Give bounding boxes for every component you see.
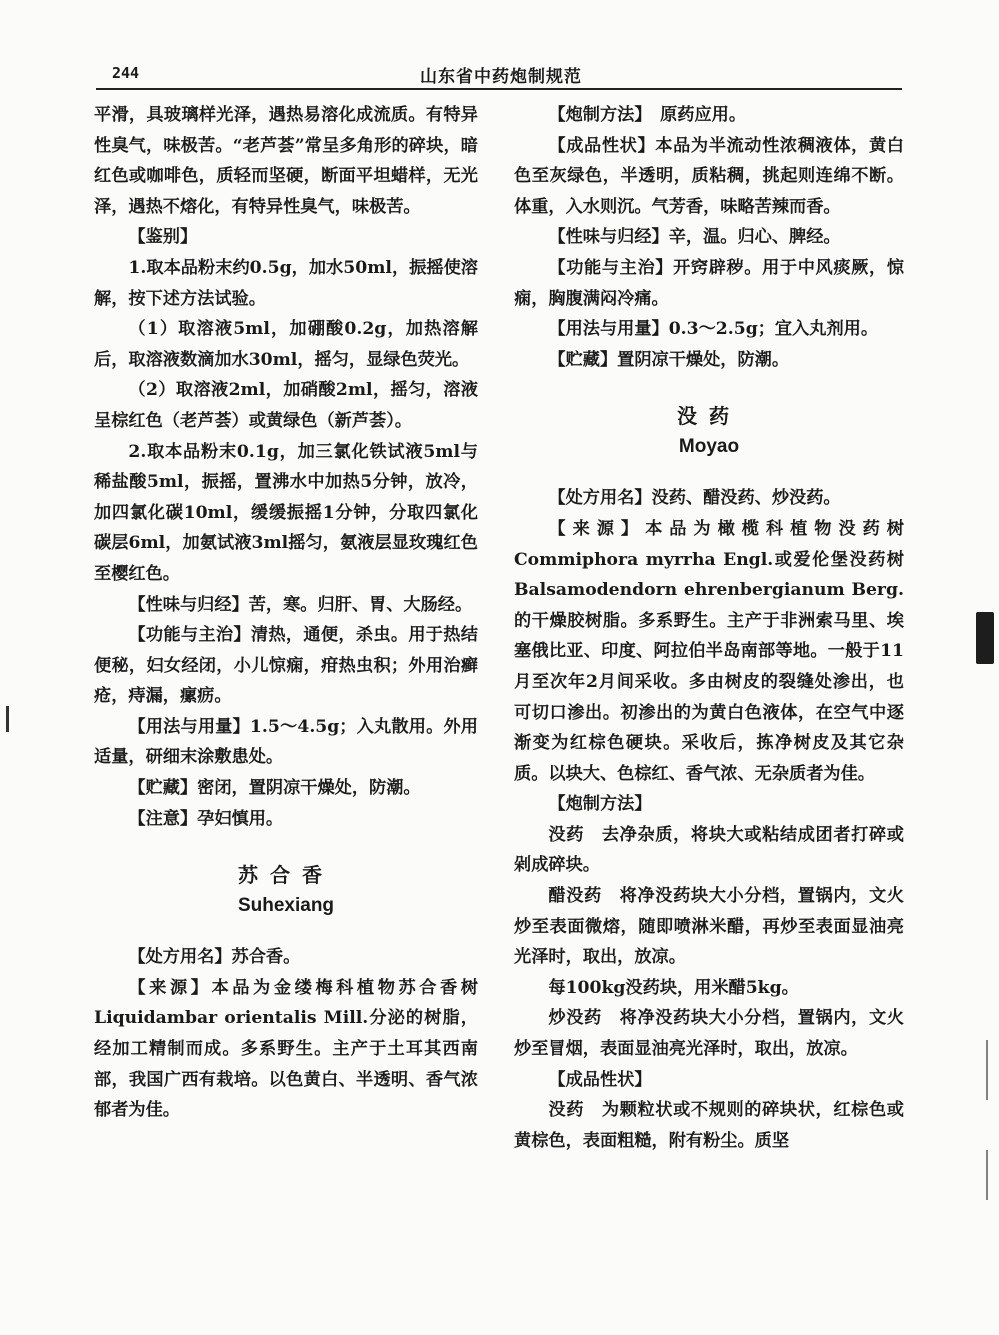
entry-title: 苏合香	[238, 863, 334, 888]
right-column	[514, 100, 904, 1156]
paragraph: 【来源】本品为橄榄科植物没药树Commiphora myrrha Engl.或爱伦堡没药树Balsamodendorn ehrenbergianum Berg.的干燥胶树脂。多系野生。主产于非洲索马里、埃塞俄比亚、印度、阿拉伯半岛南部等地。一般于11月至次年2月间采收。多由树皮的裂缝处渗出，也可切口渗出。初渗出的为黄白色液体，在空气中逐渐变为红棕色硬块。采收后，拣净树皮及其它杂质。以块大、色棕红、香气浓、无杂质者为佳。	[514, 518, 904, 784]
entry-title-pinyin: Suhexiang	[237, 895, 335, 917]
left-column	[94, 100, 478, 1126]
section-heading-identification: 【鉴别】	[128, 227, 198, 248]
paragraph: 【性味与归经】辛，温。归心、脾经。	[548, 227, 841, 248]
paragraph: 【功能与主治】开窍辟秽。用于中风痰厥，惊痫，胸腹满闷冷痛。	[514, 257, 904, 309]
paragraph: 【处方用名】没药、醋没药、炒没药。	[548, 488, 841, 509]
paragraph: 平滑，具玻璃样光泽，遇热易溶化成流质。有特异性臭气，味极苦。“老芦荟”常呈多角形的碎块，暗红色或咖啡色，质轻而坚硬，断面平坦蜡样，无光泽，遇热不熔化，有特异性臭气，味极苦。	[94, 105, 478, 217]
paragraph: 2.取本品粉末0.1g，加三氯化铁试液5ml与稀盐酸5ml，振摇，置沸水中加热5分钟，放冷，加四氯化碳10ml，缓缓振摇1分钟，分取四氯化碳层6ml，加氨试液3ml摇匀，氨液层显玫瑰红色至樱红色。	[94, 441, 478, 584]
paragraph: 【用法与用量】0.3～2.5g；宜入丸剂用。	[548, 319, 879, 340]
paragraph: 没药 为颗粒状或不规则的碎块状，红棕色或黄棕色，表面粗糙，附有粉尘。质坚	[514, 1100, 904, 1151]
paragraph: 【贮藏】密闭，置阴凉干燥处，防潮。	[128, 778, 421, 799]
paragraph: 【功能与主治】清热，通便，杀虫。用于热结便秘，妇女经闭，小儿惊痫，疳热虫积；外用治癣疮，痔漏，瘰疬。	[94, 625, 478, 707]
paragraph: 每100kg没药块，用米醋5kg。	[548, 977, 799, 998]
paragraph: （2）取溶液2ml，加硝酸2ml，摇匀，溶液呈棕红色（老芦荟）或黄绿色（新芦荟）。	[94, 380, 478, 431]
paragraph: 【贮藏】置阴凉干燥处，防潮。	[548, 349, 790, 370]
paragraph: 【成品性状】本品为半流动性浓稠液体，黄白色至灰绿色，半透明，质粘稠，挑起则连绵不断。体重，入水则沉。气芳香，味略苦辣而香。	[514, 135, 904, 217]
paragraph: 炒没药 将净没药块大小分档，置锅内，文火炒至冒烟，表面显油亮光泽时，取出，放凉。	[514, 1008, 904, 1060]
header-rule	[96, 88, 902, 90]
thumb-index-tab	[976, 612, 994, 664]
running-title: 山东省中药炮制规范	[420, 67, 582, 87]
page-header	[0, 0, 999, 95]
entry-title-pinyin: Moyao	[678, 436, 740, 458]
section-heading-processing: 【炮制方法】	[548, 794, 652, 815]
paragraph: 没药 去净杂质，将块大或粘结成团者打碎或剁成碎块。	[514, 824, 904, 876]
scan-edge-mark	[986, 1150, 988, 1200]
page-number: 244	[112, 64, 140, 82]
paragraph: 【来源】本品为金缕梅科植物苏合香树Liquidambar orientalis Mill.分泌的树脂，经加工精制而成。多系野生。主产于土耳其西南部，我国广西有栽培。以色黄白、半透明、香气浓郁者为佳。	[94, 977, 478, 1121]
entry-title: 没药	[677, 404, 741, 429]
paragraph: 【性味与归经】苦，寒。归肝、胃、大肠经。	[128, 594, 473, 615]
paragraph: 【炮制方法】 原药应用。	[548, 105, 747, 125]
scan-edge-mark	[6, 706, 9, 732]
scan-edge-mark	[986, 1040, 988, 1100]
paragraph: （1）取溶液5ml，加硼酸0.2g，加热溶解后，取溶液数滴加水30ml，摇匀，显绿色荧光。	[94, 319, 478, 370]
paragraph: 【用法与用量】1.5～4.5g；入丸散用。外用适量，研细末涂敷患处。	[94, 716, 478, 768]
paragraph: 【处方用名】苏合香。	[128, 947, 301, 968]
paragraph: 【注意】孕妇慎用。	[128, 808, 284, 829]
paragraph: 1.取本品粉末约0.5g，加水50ml，振摇使溶解，按下述方法试验。	[94, 257, 478, 309]
paragraph: 醋没药 将净没药块大小分档，置锅内，文火炒至表面微熔，随即喷淋米醋，再炒至表面显油亮光泽时，取出，放凉。	[514, 886, 904, 968]
section-heading-product: 【成品性状】	[548, 1069, 652, 1090]
